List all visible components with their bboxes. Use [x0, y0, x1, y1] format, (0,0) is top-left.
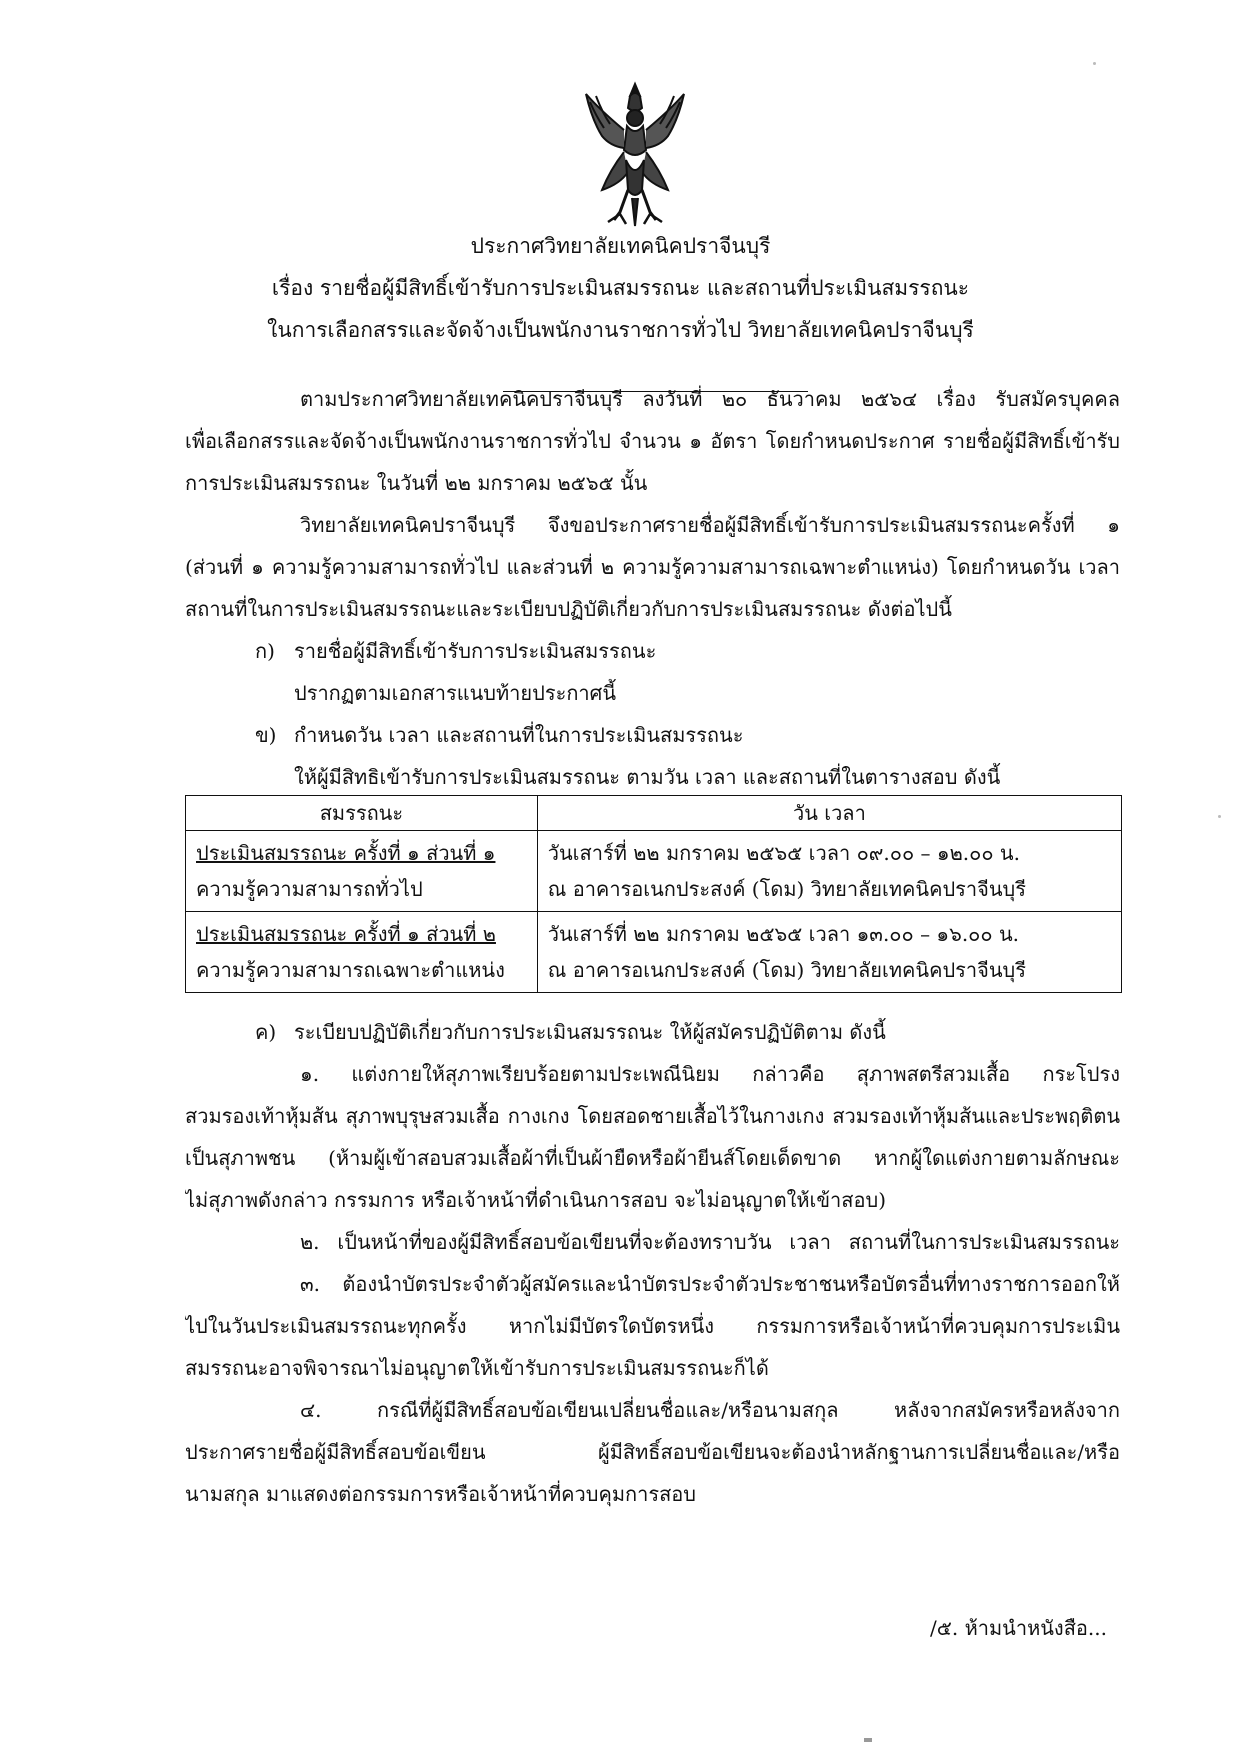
item-b-line-1: กำหนดวัน เวลา และสถานที่ในการประเมินสมรรถนะ — [294, 723, 744, 747]
item-b-marker: ข) — [255, 723, 277, 747]
table-row — [186, 912, 1122, 993]
rule-4-line-3: นามสกุล มาแสดงต่อกรรมการหรือเจ้าหน้าที่ควบคุมการสอบ — [185, 1482, 696, 1506]
subject-line-1: เรื่อง รายชื่อผู้มีสิทธิ์เข้ารับการประเมินสมรรถนะ และสถานที่ประเมินสมรรถนะ — [271, 276, 970, 300]
column-header-competency: สมรรถนะ — [186, 796, 538, 831]
rule-2-line: ๒. เป็นหน้าที่ของผู้มีสิทธิ์สอบข้อเขียนที่จะต้องทราบวัน เวลา สถานที่ในการประเมินสมรรถนะ — [300, 1230, 1120, 1254]
item-b-line-2: ให้ผู้มีสิทธิเข้ารับการประเมินสมรรถนะ ตามวัน เวลา และสถานที่ในตารางสอบ ดังนี้ — [294, 765, 1001, 789]
item-a-marker: ก) — [255, 639, 275, 663]
intro-line-1: ตามประกาศวิทยาลัยเทคนิคปราจีนบุรี ลงวันที่ ๒๐ ธันวาคม ๒๕๖๔ เรื่อง รับสมัครบุคคล — [300, 387, 1120, 411]
session-time: วันเสาร์ที่ ๒๒ มกราคม ๒๕๖๕ เวลา ๑๓.๐๐ – ๑๖.๐๐ น. — [547, 922, 1019, 946]
session-place: ณ อาคารอเนกประสงค์ (โดม) วิทยาลัยเทคนิคปราจีนบุรี — [547, 958, 1026, 982]
datetime-cell — [537, 831, 1121, 912]
competency-cell — [186, 831, 538, 912]
schedule-table — [185, 795, 1122, 993]
intro-line-3: การประเมินสมรรถนะ ในวันที่ ๒๒ มกราคม ๒๕๖๕ นั้น — [185, 471, 648, 495]
announce-line-3: สถานที่ในการประเมินสมรรถนะและระเบียบปฏิบัติเกี่ยวกับการประเมินสมรรถนะ ดังต่อไปนี้ — [185, 597, 952, 621]
subject-line-2: ในการเลือกสรรและจัดจ้างเป็นพนักงานราชการทั่วไป วิทยาลัยเทคนิคปราจีนบุรี — [267, 318, 974, 342]
rule-1-line-1: ๑. แต่งกายให้สุภาพเรียบร้อยตามประเพณีนิยม กล่าวคือ สุภาพสตรีสวมเสื้อ กระโปรง — [300, 1062, 1120, 1086]
session-time: วันเสาร์ที่ ๒๒ มกราคม ๒๕๖๕ เวลา ๐๙.๐๐ – ๑๒.๐๐ น. — [547, 841, 1020, 865]
session-place: ณ อาคารอเนกประสงค์ (โดม) วิทยาลัยเทคนิคปราจีนบุรี — [547, 877, 1026, 901]
datetime-cell — [537, 912, 1121, 993]
column-header-datetime: วัน เวลา — [537, 796, 1121, 831]
rule-4-line-1: ๔. กรณีที่ผู้มีสิทธิ์สอบข้อเขียนเปลี่ยนชื่อและ/หรือนามสกุล หลังจากสมัครหรือหลังจาก — [300, 1398, 1120, 1422]
item-a-line-2: ปรากฏตามเอกสารแนบท้ายประกาศนี้ — [294, 681, 617, 705]
competency-name: ประเมินสมรรถนะ ครั้งที่ ๑ ส่วนที่ ๑ — [196, 841, 496, 865]
rule-4-line-2: ประกาศรายชื่อผู้มีสิทธิ์สอบข้อเขียน ผู้มีสิทธิ์สอบข้อเขียนจะต้องนำหลักฐานการเปลี่ยนชื่อและ/หรือ — [185, 1440, 1120, 1464]
garuda-emblem-icon — [580, 80, 690, 230]
table-row — [186, 831, 1122, 912]
intro-line-2: เพื่อเลือกสรรและจัดจ้างเป็นพนักงานราชการทั่วไป จำนวน ๑ อัตรา โดยกำหนดประกาศ รายชื่อผู้มีสิทธิ์เข้ารับ — [185, 429, 1120, 453]
item-c-marker: ค) — [255, 1020, 277, 1044]
rule-1-line-2: สวมรองเท้าหุ้มส้น สุภาพบุรุษสวมเสื้อ กางเกง โดยสอดชายเสื้อไว้ในกางเกง สวมรองเท้าหุ้มส้นและประพฤติตน — [185, 1104, 1120, 1128]
competency-name: ประเมินสมรรถนะ ครั้งที่ ๑ ส่วนที่ ๒ — [196, 922, 496, 946]
item-c-line-1: ระเบียบปฏิบัติเกี่ยวกับการประเมินสมรรถนะ ให้ผู้สมัครปฏิบัติตาม ดังนี้ — [294, 1020, 886, 1044]
competency-desc: ความรู้ความสามารถเฉพาะตำแหน่ง — [196, 958, 505, 982]
table-header-row — [186, 796, 1122, 831]
announce-line-2: (ส่วนที่ ๑ ความรู้ความสามารถทั่วไป และส่วนที่ ๒ ความรู้ความสามารถเฉพาะตำแหน่ง) โดยกำหนดวัน เวลา — [185, 555, 1120, 579]
document-title: ประกาศวิทยาลัยเทคนิคปราจีนบุรี — [470, 234, 771, 258]
rule-1-line-3: เป็นสุภาพชน (ห้ามผู้เข้าสอบสวมเสื้อผ้าที่เป็นผ้ายืดหรือผ้ายีนส์โดยเด็ดขาด หากผู้ใดแต่งกายตามลักษณะ — [185, 1146, 1120, 1170]
announce-line-1: วิทยาลัยเทคนิคปราจีนบุรี จึงขอประกาศรายชื่อผู้มีสิทธิ์เข้ารับการประเมินสมรรถนะครั้งที่ ๑ — [300, 513, 1120, 537]
continuation-footer: /๕. ห้ามนำหนังสือ... — [929, 1616, 1107, 1640]
rule-1-line-4: ไม่สุภาพดังกล่าว กรรมการ หรือเจ้าหน้าที่ดำเนินการสอบ จะไม่อนุญาตให้เข้าสอบ) — [185, 1188, 886, 1212]
rule-3-line-1: ๓. ต้องนำบัตรประจำตัวผู้สมัครและนำบัตรประจำตัวประชาชนหรือบัตรอื่นที่ทางราชการออกให้ — [300, 1272, 1120, 1296]
rule-3-line-2: ไปในวันประเมินสมรรถนะทุกครั้ง หากไม่มีบัตรใดบัตรหนึ่ง กรรมการหรือเจ้าหน้าที่ควบคุมการประเมิน — [185, 1314, 1120, 1338]
competency-cell — [186, 912, 538, 993]
scan-speck — [1093, 62, 1096, 65]
scan-speck — [1218, 815, 1221, 818]
item-a-line-1: รายชื่อผู้มีสิทธิ์เข้ารับการประเมินสมรรถนะ — [294, 639, 657, 663]
rule-3-line-3: สมรรถนะอาจพิจารณาไม่อนุญาตให้เข้ารับการประเมินสมรรถนะก็ได้ — [185, 1356, 769, 1380]
competency-desc: ความรู้ความสามารถทั่วไป — [196, 877, 423, 901]
scan-mark — [864, 1738, 872, 1742]
